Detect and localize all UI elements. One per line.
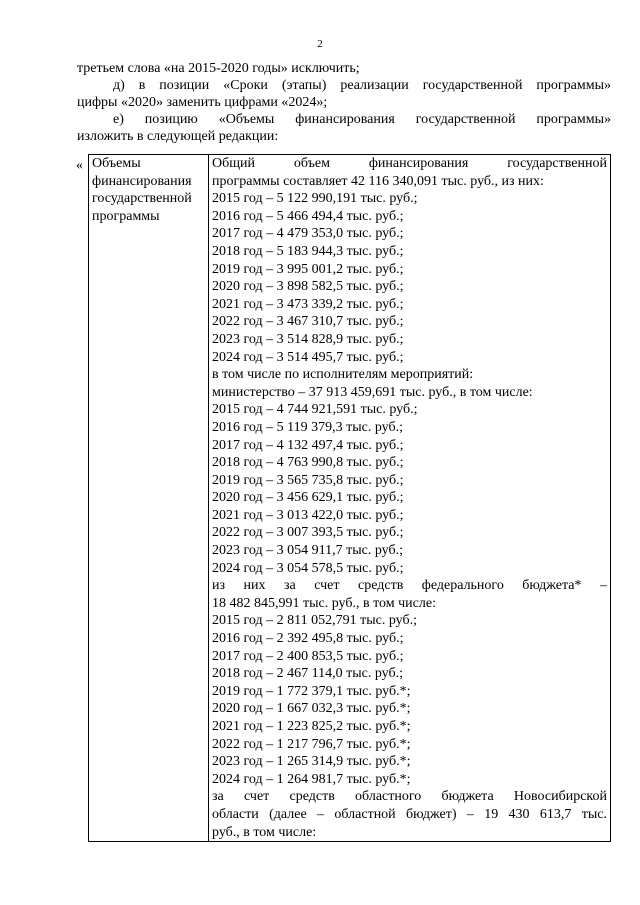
content-line: 2016 год – 5 466 494,4 тыс. руб.; — [212, 208, 404, 224]
label-line: Объемы — [92, 156, 141, 171]
content-line: 2023 год – 3 054 911,7 тыс. руб.; — [212, 543, 403, 559]
label-line: программы — [92, 208, 160, 224]
content-line: 2021 год – 1 223 825,2 тыс. руб.*; — [212, 719, 411, 734]
content-line: 2020 год – 3 456 629,1 тыс. руб.; — [212, 490, 404, 506]
content-line: 2024 год – 3 514 495,7 тыс. руб.; — [212, 349, 404, 365]
content-line: 2020 год – 1 667 032,3 тыс. руб.*; — [212, 701, 411, 717]
content-line: 2024 год – 1 264 981,7 тыс. руб.*; — [212, 771, 411, 787]
content-line: программы составляет 42 116 340,091 тыс. руб., из них: — [212, 173, 544, 189]
content-line: 2015 год – 4 744 921,591 тыс. руб.; — [212, 402, 418, 418]
page-number: 2 — [317, 38, 323, 50]
opening-quote: « — [76, 158, 83, 173]
content-line: 2017 год – 4 479 353,0 тыс. руб.; — [212, 226, 404, 242]
content-line: в том числе по исполнителям мероприятий: — [212, 367, 474, 383]
content-line: 2019 год – 1 772 379,1 тыс. руб.*; — [212, 683, 411, 699]
content-line: области (далее – областной бюджет) – 19 430 613,7 тыс. — [212, 806, 607, 822]
item-d-line-1: д) в позиции «Сроки (этапы) реализации государственной программы» — [113, 78, 611, 93]
content-line: 2022 год – 3 467 310,7 тыс. руб.; — [212, 314, 404, 330]
label-cell — [89, 155, 209, 842]
item-e-line-2: изложить в следующей редакции: — [77, 129, 279, 144]
content-line: 2023 год – 1 265 314,9 тыс. руб.*; — [212, 754, 411, 770]
content-line: 2021 год – 3 473 339,2 тыс. руб.; — [212, 296, 404, 312]
content-line: 2017 год – 2 400 853,5 тыс. руб.; — [212, 648, 404, 664]
intro-line-1: третьем слова «на 2015-2020 годы» исключить; — [77, 61, 360, 76]
item-d-line-2: цифры «2020» заменить цифрами «2024»; — [77, 95, 328, 110]
content-line: 2018 год – 5 183 944,3 тыс. руб.; — [212, 243, 404, 259]
content-line: руб., в том числе: — [212, 824, 317, 840]
content-line: 2017 год – 4 132 497,4 тыс. руб.; — [212, 437, 404, 453]
content-line: 2019 год – 3 565 735,8 тыс. руб.; — [212, 472, 404, 488]
content-line: 2022 год – 3 007 393,5 тыс. руб.; — [212, 525, 404, 541]
content-line: за счет средств областного бюджета Новосибирской — [212, 789, 607, 805]
intro-text — [77, 60, 611, 145]
content-line: 2018 год – 4 763 990,8 тыс. руб.; — [212, 455, 404, 471]
label-line: финансирования — [92, 173, 192, 189]
content-line: 18 482 845,991 тыс. руб., в том числе: — [212, 595, 436, 611]
content-line: 2016 год – 5 119 379,3 тыс. руб.; — [212, 419, 403, 435]
content-line: 2019 год – 3 995 001,2 тыс. руб.; — [212, 261, 404, 277]
financing-table — [88, 154, 611, 842]
content-line: 2023 год – 3 514 828,9 тыс. руб.; — [212, 331, 404, 347]
item-e-line-1: е) позицию «Объемы финансирования государственной программы» — [113, 112, 611, 127]
content-line: 2022 год – 1 217 796,7 тыс. руб.*; — [212, 736, 411, 752]
content-cell — [209, 155, 611, 842]
content-line: Общий объем финансирования государственной — [212, 156, 607, 171]
content-line: 2018 год – 2 467 114,0 тыс. руб.; — [212, 666, 403, 682]
label-line: государственной — [92, 191, 192, 207]
content-line: 2016 год – 2 392 495,8 тыс. руб.; — [212, 631, 404, 647]
content-line: 2021 год – 3 013 422,0 тыс. руб.; — [212, 507, 404, 523]
content-line: из них за счет средств федерального бюджета* – — [212, 578, 607, 594]
content-line: 2015 год – 2 811 052,791 тыс. руб.; — [212, 613, 417, 629]
table-row — [89, 155, 611, 842]
content-line: 2024 год – 3 054 578,5 тыс. руб.; — [212, 560, 404, 576]
content-line: 2020 год – 3 898 582,5 тыс. руб.; — [212, 279, 404, 295]
content-line: министерство – 37 913 459,691 тыс. руб., в том числе: — [212, 384, 533, 400]
content-line: 2015 год – 5 122 990,191 тыс. руб.; — [212, 191, 418, 207]
